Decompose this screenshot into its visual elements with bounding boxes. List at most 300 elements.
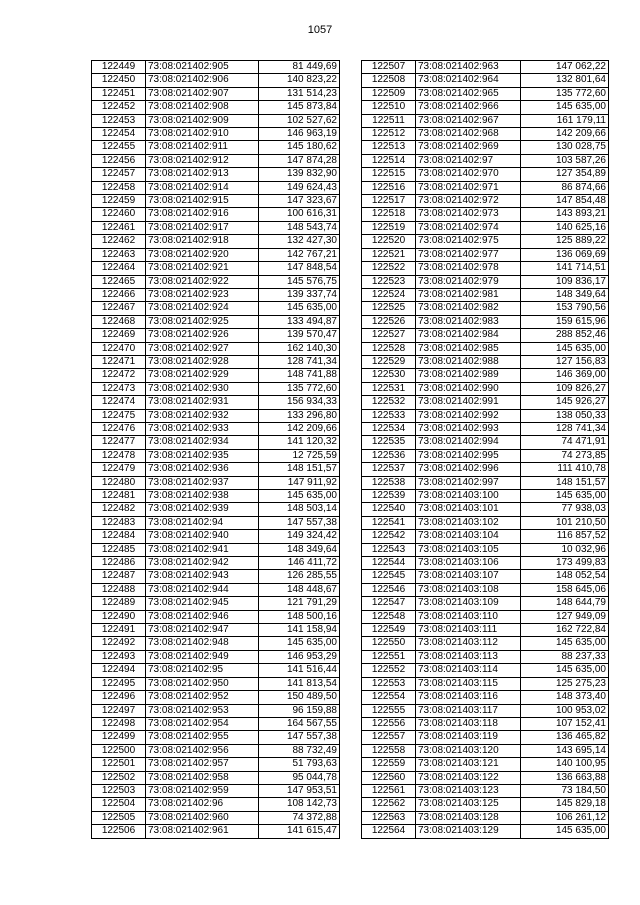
row-number-cell: 122449	[92, 61, 146, 74]
cadastral-number-cell: 73:08:021402:984	[416, 329, 521, 342]
table-row	[362, 758, 609, 771]
cadastral-value-cell: 158 645,06	[521, 583, 609, 596]
cadastral-value-cell: 108 142,73	[259, 798, 340, 811]
row-number-cell: 122521	[362, 248, 416, 261]
cadastral-number-cell: 73:08:021402:925	[146, 315, 259, 328]
table-row	[92, 758, 340, 771]
cadastral-number-cell: 73:08:021403:112	[416, 637, 521, 650]
cadastral-value-cell: 109 836,17	[521, 275, 609, 288]
cadastral-value-cell: 148 543,74	[259, 221, 340, 234]
cadastral-value-cell: 156 934,33	[259, 396, 340, 409]
cadastral-number-cell: 73:08:021402:922	[146, 275, 259, 288]
cadastral-number-cell: 73:08:021402:955	[146, 731, 259, 744]
cadastral-number-cell: 73:08:021402:908	[146, 101, 259, 114]
registry-table-left	[91, 60, 340, 839]
table-row	[362, 342, 609, 355]
table-row	[92, 825, 340, 838]
cadastral-value-cell: 147 062,22	[521, 61, 609, 74]
cadastral-number-cell: 73:08:021402:942	[146, 557, 259, 570]
row-number-cell: 122557	[362, 731, 416, 744]
cadastral-number-cell: 73:08:021402:914	[146, 181, 259, 194]
cadastral-number-cell: 73:08:021402:948	[146, 637, 259, 650]
row-number-cell: 122496	[92, 691, 146, 704]
cadastral-number-cell: 73:08:021402:993	[416, 422, 521, 435]
cadastral-value-cell: 101 210,50	[521, 516, 609, 529]
cadastral-value-cell: 147 911,92	[259, 476, 340, 489]
table-row	[92, 87, 340, 100]
table-row	[362, 650, 609, 663]
cadastral-number-cell: 73:08:021402:932	[146, 409, 259, 422]
table-row	[362, 731, 609, 744]
cadastral-number-cell: 73:08:021402:994	[416, 436, 521, 449]
table-row	[362, 503, 609, 516]
table-row	[92, 583, 340, 596]
cadastral-number-cell: 73:08:021402:909	[146, 114, 259, 127]
cadastral-value-cell: 74 471,91	[521, 436, 609, 449]
cadastral-value-cell: 128 741,34	[259, 355, 340, 368]
row-number-cell: 122461	[92, 221, 146, 234]
row-number-cell: 122514	[362, 154, 416, 167]
table-body-left	[92, 61, 340, 839]
table-row	[92, 302, 340, 315]
table-row	[362, 195, 609, 208]
row-number-cell: 122555	[362, 704, 416, 717]
cadastral-number-cell: 73:08:021402:95	[146, 664, 259, 677]
cadastral-number-cell: 73:08:021402:989	[416, 369, 521, 382]
row-number-cell: 122533	[362, 409, 416, 422]
cadastral-value-cell: 127 949,09	[521, 610, 609, 623]
cadastral-value-cell: 138 050,33	[521, 409, 609, 422]
cadastral-number-cell: 73:08:021402:916	[146, 208, 259, 221]
row-number-cell: 122515	[362, 168, 416, 181]
table-row	[362, 557, 609, 570]
row-number-cell: 122519	[362, 221, 416, 234]
cadastral-value-cell: 148 151,57	[259, 463, 340, 476]
row-number-cell: 122551	[362, 650, 416, 663]
table-row	[362, 597, 609, 610]
cadastral-number-cell: 73:08:021402:913	[146, 168, 259, 181]
table-row	[362, 141, 609, 154]
cadastral-number-cell: 73:08:021402:959	[146, 784, 259, 797]
table-row	[362, 476, 609, 489]
cadastral-number-cell: 73:08:021403:117	[416, 704, 521, 717]
cadastral-number-cell: 73:08:021402:981	[416, 288, 521, 301]
cadastral-value-cell: 130 028,75	[521, 141, 609, 154]
row-number-cell: 122542	[362, 530, 416, 543]
cadastral-value-cell: 145 926,27	[521, 396, 609, 409]
cadastral-value-cell: 135 772,60	[521, 87, 609, 100]
row-number-cell: 122538	[362, 476, 416, 489]
row-number-cell: 122456	[92, 154, 146, 167]
table-row	[362, 637, 609, 650]
row-number-cell: 122490	[92, 610, 146, 623]
row-number-cell: 122493	[92, 650, 146, 663]
cadastral-value-cell: 106 261,12	[521, 811, 609, 824]
cadastral-value-cell: 125 275,23	[521, 677, 609, 690]
cadastral-value-cell: 103 587,26	[521, 154, 609, 167]
row-number-cell: 122475	[92, 409, 146, 422]
cadastral-value-cell: 142 209,66	[259, 422, 340, 435]
row-number-cell: 122489	[92, 597, 146, 610]
cadastral-number-cell: 73:08:021402:974	[416, 221, 521, 234]
row-number-cell: 122504	[92, 798, 146, 811]
cadastral-number-cell: 73:08:021403:121	[416, 758, 521, 771]
row-number-cell: 122526	[362, 315, 416, 328]
table-body-right	[362, 61, 609, 839]
cadastral-value-cell: 73 184,50	[521, 784, 609, 797]
row-number-cell: 122540	[362, 503, 416, 516]
cadastral-number-cell: 73:08:021402:918	[146, 235, 259, 248]
row-number-cell: 122545	[362, 570, 416, 583]
row-number-cell: 122536	[362, 449, 416, 462]
table-row	[92, 436, 340, 449]
row-number-cell: 122546	[362, 583, 416, 596]
cadastral-value-cell: 10 032,96	[521, 543, 609, 556]
cadastral-value-cell: 74 273,85	[521, 449, 609, 462]
table-row	[362, 463, 609, 476]
table-row	[362, 811, 609, 824]
cadastral-value-cell: 173 499,83	[521, 557, 609, 570]
cadastral-number-cell: 73:08:021402:957	[146, 758, 259, 771]
cadastral-number-cell: 73:08:021402:943	[146, 570, 259, 583]
cadastral-value-cell: 88 237,33	[521, 650, 609, 663]
row-number-cell: 122472	[92, 369, 146, 382]
row-number-cell: 122462	[92, 235, 146, 248]
table-row	[92, 235, 340, 248]
cadastral-number-cell: 73:08:021403:102	[416, 516, 521, 529]
row-number-cell: 122473	[92, 382, 146, 395]
table-row	[92, 315, 340, 328]
row-number-cell: 122550	[362, 637, 416, 650]
cadastral-number-cell: 73:08:021402:97	[416, 154, 521, 167]
cadastral-value-cell: 162 722,84	[521, 624, 609, 637]
table-row	[92, 61, 340, 74]
cadastral-number-cell: 73:08:021402:979	[416, 275, 521, 288]
cadastral-number-cell: 73:08:021402:949	[146, 650, 259, 663]
row-number-cell: 122481	[92, 490, 146, 503]
table-row	[362, 369, 609, 382]
cadastral-value-cell: 102 527,62	[259, 114, 340, 127]
cadastral-value-cell: 145 635,00	[521, 664, 609, 677]
row-number-cell: 122560	[362, 771, 416, 784]
row-number-cell: 122479	[92, 463, 146, 476]
table-row	[362, 329, 609, 342]
cadastral-number-cell: 73:08:021402:954	[146, 717, 259, 730]
cadastral-value-cell: 145 635,00	[259, 302, 340, 315]
cadastral-value-cell: 140 100,95	[521, 758, 609, 771]
table-row	[362, 74, 609, 87]
cadastral-number-cell: 73:08:021402:972	[416, 195, 521, 208]
cadastral-value-cell: 145 635,00	[521, 637, 609, 650]
row-number-cell: 122470	[92, 342, 146, 355]
table-row	[362, 516, 609, 529]
row-number-cell: 122537	[362, 463, 416, 476]
cadastral-value-cell: 141 615,47	[259, 825, 340, 838]
row-number-cell: 122478	[92, 449, 146, 462]
cadastral-number-cell: 73:08:021402:982	[416, 302, 521, 315]
table-row	[362, 825, 609, 838]
cadastral-number-cell: 73:08:021402:923	[146, 288, 259, 301]
row-number-cell: 122513	[362, 141, 416, 154]
row-number-cell: 122452	[92, 101, 146, 114]
cadastral-number-cell: 73:08:021402:906	[146, 74, 259, 87]
row-number-cell: 122535	[362, 436, 416, 449]
cadastral-number-cell: 73:08:021403:101	[416, 503, 521, 516]
cadastral-number-cell: 73:08:021402:995	[416, 449, 521, 462]
table-row	[92, 771, 340, 784]
row-number-cell: 122502	[92, 771, 146, 784]
cadastral-number-cell: 73:08:021403:129	[416, 825, 521, 838]
row-number-cell: 122518	[362, 208, 416, 221]
cadastral-value-cell: 136 663,88	[521, 771, 609, 784]
row-number-cell: 122495	[92, 677, 146, 690]
row-number-cell: 122539	[362, 490, 416, 503]
row-number-cell: 122541	[362, 516, 416, 529]
table-row	[92, 543, 340, 556]
cadastral-value-cell: 145 635,00	[521, 101, 609, 114]
cadastral-value-cell: 139 337,74	[259, 288, 340, 301]
table-row	[92, 691, 340, 704]
cadastral-value-cell: 95 044,78	[259, 771, 340, 784]
cadastral-number-cell: 73:08:021402:921	[146, 262, 259, 275]
row-number-cell: 122549	[362, 624, 416, 637]
table-row	[362, 530, 609, 543]
cadastral-value-cell: 121 791,29	[259, 597, 340, 610]
row-number-cell: 122556	[362, 717, 416, 730]
row-number-cell: 122500	[92, 744, 146, 757]
row-number-cell: 122458	[92, 181, 146, 194]
cadastral-number-cell: 73:08:021403:118	[416, 717, 521, 730]
row-number-cell: 122468	[92, 315, 146, 328]
cadastral-value-cell: 148 151,57	[521, 476, 609, 489]
cadastral-number-cell: 73:08:021402:931	[146, 396, 259, 409]
table-row	[362, 128, 609, 141]
table-row	[362, 208, 609, 221]
table-row	[92, 154, 340, 167]
cadastral-value-cell: 74 372,88	[259, 811, 340, 824]
cadastral-value-cell: 147 848,54	[259, 262, 340, 275]
row-number-cell: 122491	[92, 624, 146, 637]
cadastral-value-cell: 145 635,00	[521, 825, 609, 838]
row-number-cell: 122469	[92, 329, 146, 342]
table-row	[362, 101, 609, 114]
cadastral-number-cell: 73:08:021403:114	[416, 664, 521, 677]
row-number-cell: 122492	[92, 637, 146, 650]
row-number-cell: 122559	[362, 758, 416, 771]
cadastral-number-cell: 73:08:021402:924	[146, 302, 259, 315]
table-row	[92, 275, 340, 288]
cadastral-number-cell: 73:08:021403:115	[416, 677, 521, 690]
cadastral-value-cell: 136 465,82	[521, 731, 609, 744]
table-row	[92, 128, 340, 141]
cadastral-value-cell: 145 576,75	[259, 275, 340, 288]
cadastral-value-cell: 145 635,00	[259, 490, 340, 503]
table-row	[362, 154, 609, 167]
cadastral-value-cell: 145 180,62	[259, 141, 340, 154]
cadastral-value-cell: 145 635,00	[259, 637, 340, 650]
cadastral-number-cell: 73:08:021402:911	[146, 141, 259, 154]
cadastral-number-cell: 73:08:021402:969	[416, 141, 521, 154]
table-row	[92, 610, 340, 623]
cadastral-number-cell: 73:08:021403:113	[416, 650, 521, 663]
cadastral-value-cell: 148 741,88	[259, 369, 340, 382]
table-row	[362, 771, 609, 784]
cadastral-value-cell: 147 557,38	[259, 516, 340, 529]
table-row	[92, 650, 340, 663]
cadastral-number-cell: 73:08:021403:128	[416, 811, 521, 824]
row-number-cell: 122529	[362, 355, 416, 368]
table-row	[362, 677, 609, 690]
cadastral-value-cell: 145 635,00	[521, 490, 609, 503]
cadastral-value-cell: 81 449,69	[259, 61, 340, 74]
cadastral-number-cell: 73:08:021403:100	[416, 490, 521, 503]
table-row	[92, 208, 340, 221]
row-number-cell: 122480	[92, 476, 146, 489]
cadastral-number-cell: 73:08:021402:940	[146, 530, 259, 543]
table-row	[362, 543, 609, 556]
cadastral-value-cell: 146 369,00	[521, 369, 609, 382]
cadastral-value-cell: 109 826,27	[521, 382, 609, 395]
row-number-cell: 122512	[362, 128, 416, 141]
cadastral-value-cell: 126 285,55	[259, 570, 340, 583]
row-number-cell: 122553	[362, 677, 416, 690]
cadastral-number-cell: 73:08:021402:968	[416, 128, 521, 141]
row-number-cell: 122471	[92, 355, 146, 368]
cadastral-number-cell: 73:08:021402:958	[146, 771, 259, 784]
table-row	[92, 476, 340, 489]
page-number: 1057	[307, 24, 333, 36]
row-number-cell: 122517	[362, 195, 416, 208]
cadastral-value-cell: 116 857,52	[521, 530, 609, 543]
table-row	[92, 449, 340, 462]
cadastral-value-cell: 141 813,54	[259, 677, 340, 690]
row-number-cell: 122532	[362, 396, 416, 409]
table-row	[92, 409, 340, 422]
table-row	[92, 168, 340, 181]
cadastral-number-cell: 73:08:021402:988	[416, 355, 521, 368]
table-row	[92, 597, 340, 610]
row-number-cell: 122453	[92, 114, 146, 127]
row-number-cell: 122459	[92, 195, 146, 208]
table-row	[362, 624, 609, 637]
cadastral-number-cell: 73:08:021403:108	[416, 583, 521, 596]
cadastral-value-cell: 141 516,44	[259, 664, 340, 677]
table-row	[362, 168, 609, 181]
table-row	[92, 704, 340, 717]
row-number-cell: 122548	[362, 610, 416, 623]
row-number-cell: 122460	[92, 208, 146, 221]
cadastral-number-cell: 73:08:021402:997	[416, 476, 521, 489]
table-row	[362, 235, 609, 248]
cadastral-number-cell: 73:08:021403:120	[416, 744, 521, 757]
cadastral-value-cell: 51 793,63	[259, 758, 340, 771]
row-number-cell: 122510	[362, 101, 416, 114]
row-number-cell: 122499	[92, 731, 146, 744]
cadastral-value-cell: 133 494,87	[259, 315, 340, 328]
table-row	[92, 369, 340, 382]
cadastral-number-cell: 73:08:021403:119	[416, 731, 521, 744]
row-number-cell: 122466	[92, 288, 146, 301]
cadastral-value-cell: 136 069,69	[521, 248, 609, 261]
cadastral-number-cell: 73:08:021402:915	[146, 195, 259, 208]
cadastral-value-cell: 149 624,43	[259, 181, 340, 194]
cadastral-value-cell: 148 644,79	[521, 597, 609, 610]
cadastral-value-cell: 133 296,80	[259, 409, 340, 422]
table-row	[92, 221, 340, 234]
cadastral-value-cell: 88 732,49	[259, 744, 340, 757]
cadastral-value-cell: 146 953,29	[259, 650, 340, 663]
cadastral-value-cell: 148 052,54	[521, 570, 609, 583]
row-number-cell: 122552	[362, 664, 416, 677]
row-number-cell: 122554	[362, 691, 416, 704]
row-number-cell: 122503	[92, 784, 146, 797]
cadastral-value-cell: 140 823,22	[259, 74, 340, 87]
row-number-cell: 122558	[362, 744, 416, 757]
table-row	[92, 248, 340, 261]
row-number-cell: 122524	[362, 288, 416, 301]
cadastral-number-cell: 73:08:021402:992	[416, 409, 521, 422]
table-row	[362, 744, 609, 757]
row-number-cell: 122498	[92, 717, 146, 730]
table-row	[362, 87, 609, 100]
cadastral-value-cell: 153 790,56	[521, 302, 609, 315]
row-number-cell: 122564	[362, 825, 416, 838]
row-number-cell: 122464	[92, 262, 146, 275]
table-row	[362, 422, 609, 435]
cadastral-number-cell: 73:08:021402:945	[146, 597, 259, 610]
row-number-cell: 122531	[362, 382, 416, 395]
cadastral-number-cell: 73:08:021402:953	[146, 704, 259, 717]
cadastral-number-cell: 73:08:021402:952	[146, 691, 259, 704]
table-row	[92, 811, 340, 824]
table-row	[92, 731, 340, 744]
cadastral-value-cell: 139 832,90	[259, 168, 340, 181]
table-row	[362, 181, 609, 194]
row-number-cell: 122543	[362, 543, 416, 556]
cadastral-value-cell: 159 615,96	[521, 315, 609, 328]
cadastral-number-cell: 73:08:021403:110	[416, 610, 521, 623]
row-number-cell: 122505	[92, 811, 146, 824]
row-number-cell: 122477	[92, 436, 146, 449]
cadastral-number-cell: 73:08:021402:905	[146, 61, 259, 74]
table-row	[92, 624, 340, 637]
row-number-cell: 122463	[92, 248, 146, 261]
cadastral-number-cell: 73:08:021402:939	[146, 503, 259, 516]
table-row	[92, 516, 340, 529]
cadastral-value-cell: 135 772,60	[259, 382, 340, 395]
cadastral-value-cell: 150 489,50	[259, 691, 340, 704]
row-number-cell: 122485	[92, 543, 146, 556]
cadastral-number-cell: 73:08:021402:912	[146, 154, 259, 167]
cadastral-value-cell: 164 567,55	[259, 717, 340, 730]
cadastral-value-cell: 100 616,31	[259, 208, 340, 221]
cadastral-number-cell: 73:08:021402:967	[416, 114, 521, 127]
row-number-cell: 122507	[362, 61, 416, 74]
table-row	[362, 409, 609, 422]
table-row	[92, 677, 340, 690]
cadastral-number-cell: 73:08:021402:991	[416, 396, 521, 409]
cadastral-value-cell: 141 120,32	[259, 436, 340, 449]
row-number-cell: 122522	[362, 262, 416, 275]
cadastral-value-cell: 146 411,72	[259, 557, 340, 570]
table-row	[92, 557, 340, 570]
cadastral-value-cell: 140 625,16	[521, 221, 609, 234]
cadastral-value-cell: 77 938,03	[521, 503, 609, 516]
cadastral-number-cell: 73:08:021402:965	[416, 87, 521, 100]
row-number-cell: 122457	[92, 168, 146, 181]
cadastral-number-cell: 73:08:021403:122	[416, 771, 521, 784]
table-row	[92, 355, 340, 368]
